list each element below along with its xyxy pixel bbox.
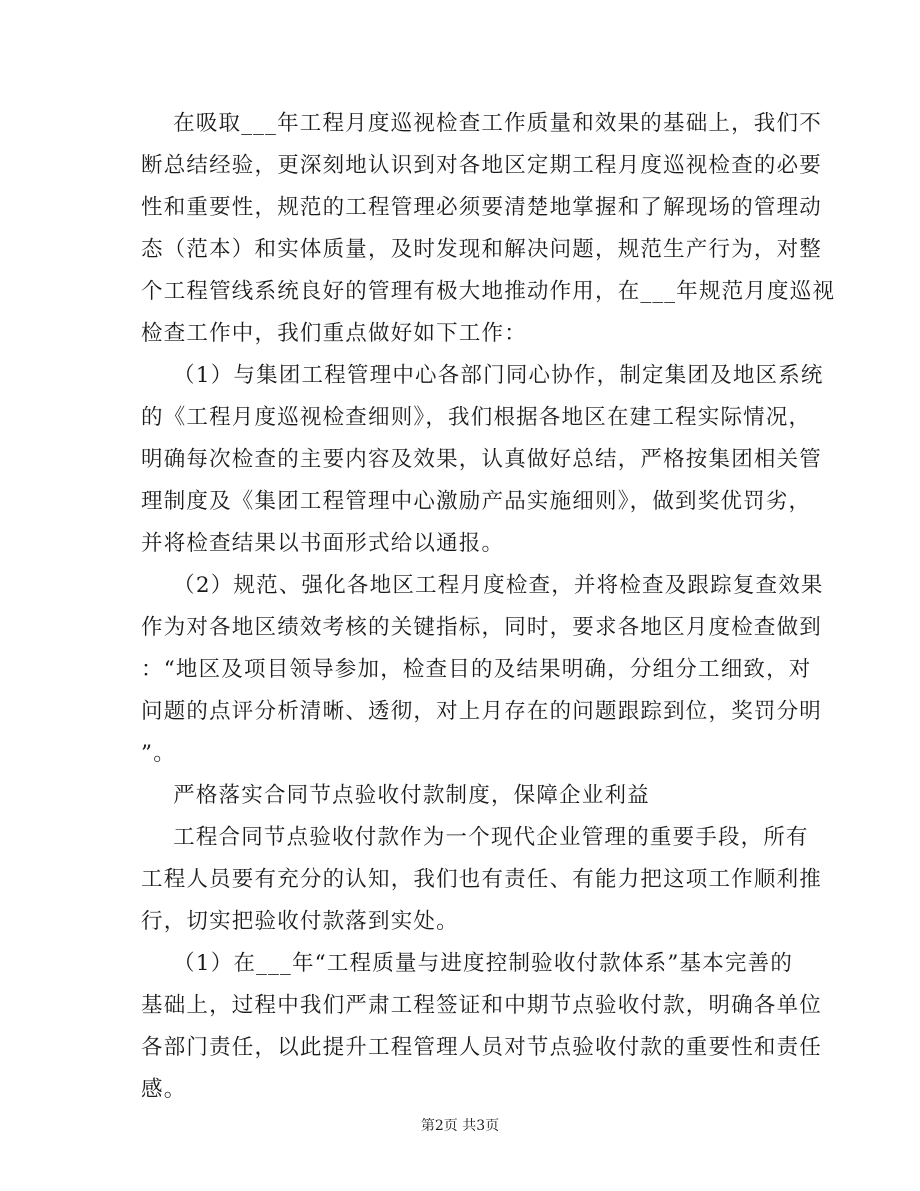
body-text-line: 理制度及《集团工程管理中心激励产品实施细则》，做到奖优罚劣，: [141, 489, 812, 514]
body-text-line: 工程合同节点验收付款作为一个现代企业管理的重要手段，所有: [141, 825, 809, 850]
body-text-line: ”。: [141, 741, 176, 766]
body-text-line: 基础上，过程中我们严肃工程签证和中期节点验收付款，明确各单位: [141, 993, 823, 1018]
body-text-line: 检查工作中，我们重点做好如下工作：: [141, 321, 527, 346]
body-text-line: 断总结经验，更深刻地认识到对各地区定期工程月度巡视检查的必要: [141, 153, 823, 178]
body-text-line: （1）与集团工程管理中心各部门同心协作，制定集团及地区系统: [141, 363, 824, 388]
body-text-line: ：“地区及项目领导参加，检查目的及结果明确，分组分工细致，对: [141, 657, 812, 682]
page-number-footer: 第2页 共3页: [420, 1118, 500, 1134]
body-text-line: 工程人员要有充分的认知，我们也有责任、有能力把这项工作顺利推: [141, 867, 823, 892]
body-text-line: 并将检查结果以书面形式给以通报。: [141, 531, 505, 556]
body-text-line: 在吸取___年工程月度巡视检查工作质量和效果的基础上，我们不: [141, 111, 822, 136]
body-text-line: （2）规范、强化各地区工程月度检查，并将检查及跟踪复查效果: [141, 573, 824, 598]
body-text-line: 行，切实把验收付款落到实处。: [141, 909, 459, 934]
body-text-line: 的《工程月度巡视检查细则》，我们根据各地区在建工程实际情况，: [141, 405, 812, 430]
body-text-line: （1）在___年“工程质量与进度控制验收付款体系”基本完善的: [141, 951, 794, 976]
body-text-line: 作为对各地区绩效考核的关键指标，同时，要求各地区月度检查做到: [141, 615, 823, 640]
body-text-line: 感。: [141, 1077, 187, 1102]
body-text-line: 态（范本）和实体质量，及时发现和解决问题，规范生产行为，对整: [141, 237, 823, 262]
body-text-line: 个工程管线系统良好的管理有极大地推动作用，在___年规范月度巡视: [141, 279, 836, 304]
body-text-line: 明确每次检查的主要内容及效果，认真做好总结，严格按集团相关管: [141, 447, 823, 472]
section-heading: 严格落实合同节点验收付款制度，保障企业利益: [141, 783, 650, 808]
body-text-line: 各部门责任，以此提升工程管理人员对节点验收付款的重要性和责任: [141, 1035, 823, 1060]
body-text-line: 性和重要性，规范的工程管理必须要清楚地掌握和了解现场的管理动: [141, 195, 823, 220]
body-text-line: 问题的点评分析清晰、透彻，对上月存在的问题跟踪到位，奖罚分明: [141, 699, 823, 724]
